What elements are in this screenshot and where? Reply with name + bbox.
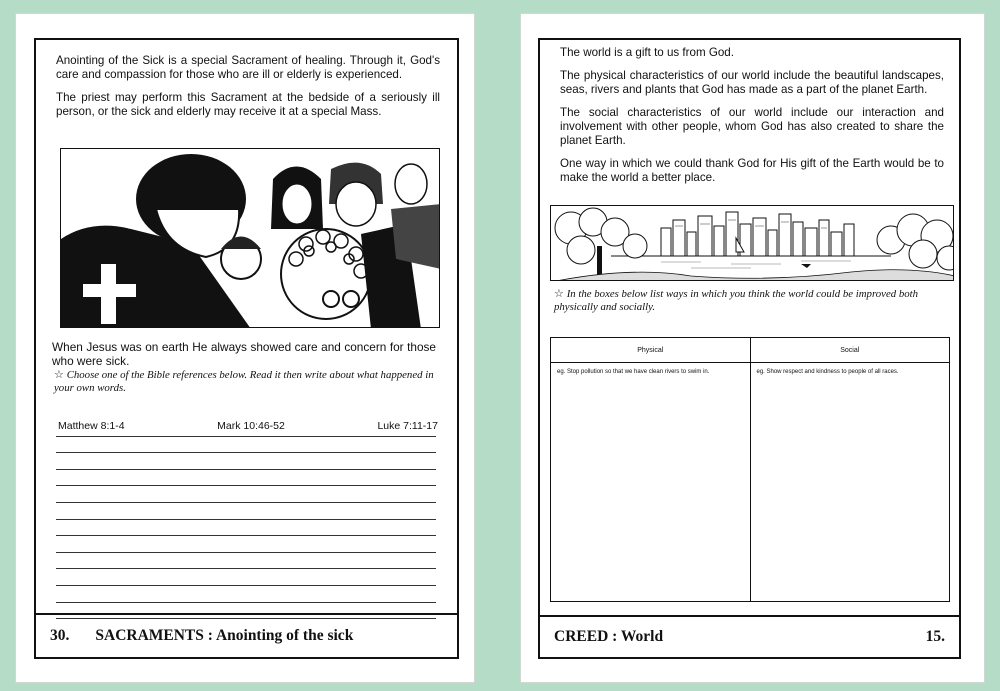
- reference-mark: Mark 10:46-52: [217, 420, 285, 432]
- intro-text: [56, 54, 440, 128]
- intro-paragraph-1: Anointing of the Sick is a special Sacrament of healing. Through it, God's care and compassion for those who are ill or elderly is experienced.: [56, 54, 440, 81]
- page-number: 15.: [925, 628, 945, 645]
- writing-line[interactable]: [56, 536, 436, 553]
- reference-luke: Luke 7:11-17: [377, 420, 438, 432]
- page-title: SACRAMENTS : Anointing of the sick: [95, 627, 354, 644]
- page-title: CREED : World: [554, 628, 664, 645]
- left-page-footer: [36, 613, 457, 657]
- world-paragraph-4: One way in which we could thank God for His gift of the Earth would be to make the world a better place.: [560, 157, 944, 184]
- right-page-footer: [540, 615, 959, 657]
- bible-instruction-text: Choose one of the Bible references below. Read it then write about what happened in your own words.: [54, 369, 434, 394]
- jesus-care-text: When Jesus was on earth He always showed care and concern for those who were sick.: [52, 340, 436, 368]
- page-number: 30.: [50, 627, 70, 644]
- world-text: [560, 46, 944, 194]
- writing-line[interactable]: [56, 569, 436, 586]
- world-paragraph-2: The physical characteristics of our world include the beautiful landscapes, seas, rivers and plants that God has made as a part of the planet Earth.: [560, 69, 944, 96]
- left-page-frame: [34, 38, 459, 659]
- bible-instruction: [54, 369, 440, 395]
- writing-line[interactable]: [56, 420, 436, 437]
- social-answer-cell[interactable]: eg. Show respect and kindness to people of all races.: [750, 363, 950, 602]
- table-row: [551, 363, 950, 602]
- writing-line[interactable]: [56, 520, 436, 537]
- writing-line[interactable]: [56, 503, 436, 520]
- column-header-social: Social: [750, 338, 950, 363]
- left-page: [16, 14, 474, 682]
- reference-matthew: Matthew 8:1-4: [58, 420, 125, 432]
- star-icon: ☆: [554, 288, 564, 300]
- world-paragraph-1: The world is a gift to us from God.: [560, 46, 734, 59]
- world-instruction: [554, 288, 950, 314]
- writing-line[interactable]: [56, 486, 436, 503]
- table-header-row: [551, 338, 950, 363]
- improvements-table: [550, 337, 950, 602]
- right-page: [521, 14, 984, 682]
- writing-line[interactable]: [56, 553, 436, 570]
- writing-line[interactable]: [56, 586, 436, 603]
- world-paragraph-3: The social characteristics of our world include our interaction and involvement with other people, whom God has also created to share the planet Earth.: [560, 106, 944, 147]
- anointing-illustration: [60, 148, 440, 328]
- world-instruction-text: In the boxes below list ways in which you think the world could be improved both physically and socially.: [554, 288, 919, 313]
- writing-line[interactable]: [56, 470, 436, 487]
- star-icon: ☆: [54, 369, 64, 381]
- landscape-illustration: [550, 205, 954, 281]
- column-header-physical: Physical: [551, 338, 751, 363]
- writing-line[interactable]: [56, 453, 436, 470]
- physical-answer-cell[interactable]: eg. Stop pollution so that we have clean rivers to swim in.: [551, 363, 751, 602]
- writing-lines[interactable]: [56, 420, 436, 619]
- intro-paragraph-2: The priest may perform this Sacrament at the bedside of a seriously ill person, or the sick and elderly may receive it at a special Mass.: [56, 91, 440, 118]
- writing-line[interactable]: [56, 437, 436, 454]
- right-page-frame: [538, 38, 961, 659]
